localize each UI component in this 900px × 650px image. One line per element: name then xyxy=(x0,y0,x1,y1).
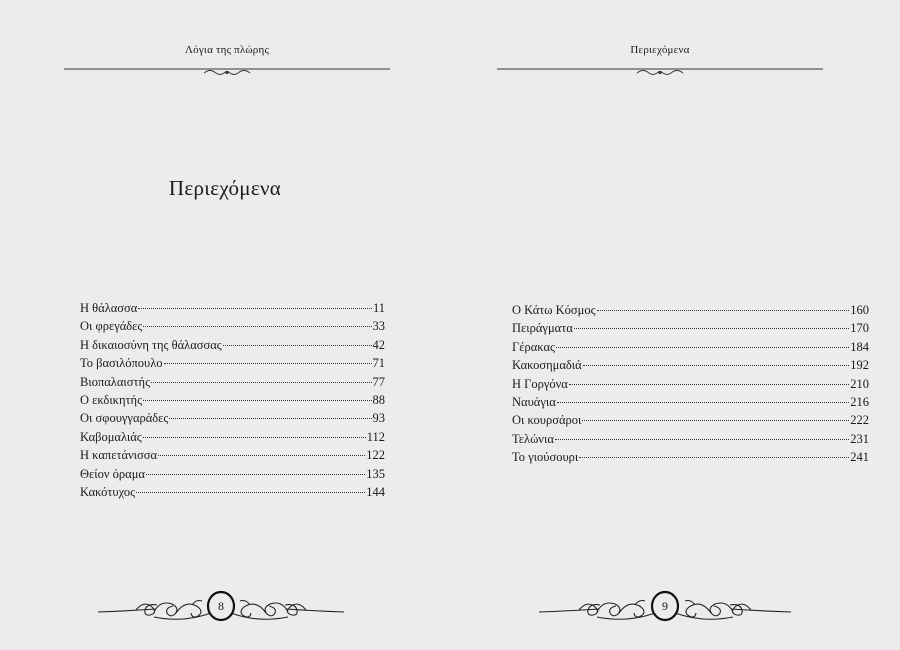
toc-list xyxy=(512,301,869,467)
dot-leader xyxy=(143,326,371,327)
toc-entry-page: 184 xyxy=(850,339,869,354)
toc-entry-title: Ναυάγια xyxy=(512,394,556,409)
toc-entry-page: 112 xyxy=(366,429,385,444)
page-title: Περιεχόμενα xyxy=(168,176,282,200)
toc-entry-title: Η δικαιοσύνη της θάλασσας xyxy=(80,337,222,352)
toc-entry-title: Καβομαλιάς xyxy=(80,429,142,444)
toc-entry[interactable] xyxy=(512,356,869,374)
dot-leader xyxy=(169,418,371,419)
toc-entry-page: 144 xyxy=(366,484,385,499)
running-head: Λόγια της πλώρης xyxy=(184,44,269,56)
dot-leader xyxy=(138,308,372,309)
toc-entry-title: Κακότυχος xyxy=(80,484,136,499)
toc-entry-page: 42 xyxy=(372,337,385,352)
toc-entry[interactable] xyxy=(512,393,869,411)
dot-leader xyxy=(146,474,365,475)
toc-entry[interactable] xyxy=(80,354,385,372)
toc-entry[interactable] xyxy=(512,301,869,319)
dot-leader xyxy=(143,437,366,438)
toc-entry-page: 222 xyxy=(850,413,869,428)
toc-entry[interactable] xyxy=(80,428,385,446)
toc-entry-page: 93 xyxy=(372,411,385,426)
toc-entry-title: Βιοπαλαιστής xyxy=(80,374,151,389)
toc-entry-page: 88 xyxy=(372,392,385,407)
toc-entry[interactable] xyxy=(512,375,869,393)
toc-entry[interactable] xyxy=(512,319,869,337)
toc-entry[interactable] xyxy=(512,338,869,356)
toc-entry-title: Η θάλασσα xyxy=(80,301,138,315)
toc-entry[interactable] xyxy=(512,448,869,466)
toc-entry-title: Τελώνια xyxy=(512,431,554,446)
dot-leader xyxy=(569,384,849,385)
dot-leader xyxy=(583,365,850,366)
toc-entry-page: 33 xyxy=(372,319,385,334)
dot-leader xyxy=(151,382,371,383)
toc-entry-title: Πειράγματα xyxy=(512,321,573,336)
toc-entry-page: 170 xyxy=(850,321,869,336)
toc-entry-title: Ο Κάτω Κόσμος xyxy=(512,303,596,317)
toc-entry-page: 160 xyxy=(850,303,869,317)
dot-leader xyxy=(579,457,849,458)
dot-leader xyxy=(158,455,365,456)
dot-leader xyxy=(223,345,372,346)
page-number: 8 xyxy=(218,599,224,613)
toc-entry-page: 77 xyxy=(372,374,385,389)
toc-entry-page: 241 xyxy=(850,450,869,465)
dot-leader xyxy=(555,439,849,440)
toc-entry[interactable] xyxy=(512,411,869,429)
toc-entry-title: Η Γοργόνα xyxy=(512,376,568,391)
toc-entry-title: Οι φρεγάδες xyxy=(80,319,143,334)
toc-entry-page: 122 xyxy=(366,448,385,463)
toc-entry[interactable] xyxy=(80,409,385,427)
toc-entry[interactable] xyxy=(80,317,385,335)
toc-entry-title: Το βασιλόπουλο xyxy=(80,356,163,371)
running-head: Περιεχόμενα xyxy=(630,44,690,56)
toc-entry-title: Κακοσημαδιά xyxy=(512,358,582,373)
page-number: 9 xyxy=(662,599,668,613)
toc-entry-page: 210 xyxy=(850,376,869,391)
toc-entry-title: Το γιούσουρι xyxy=(512,450,579,465)
toc-entry-title: Ο εκδικητής xyxy=(80,392,143,407)
toc-entry-title: Οι κουρσάροι xyxy=(512,413,582,428)
dot-leader xyxy=(582,420,849,421)
dot-leader xyxy=(143,400,371,401)
dot-leader xyxy=(557,402,850,403)
toc-entry[interactable] xyxy=(80,465,385,483)
toc-entry[interactable] xyxy=(80,391,385,409)
toc-entry-title: Οι σφουγγαράδες xyxy=(80,411,169,426)
toc-entry-title: Θείον όραμα xyxy=(80,466,145,481)
dot-leader xyxy=(164,363,372,364)
toc-entry[interactable] xyxy=(80,483,385,501)
footer-ornament xyxy=(537,585,793,632)
toc-entry-page: 135 xyxy=(366,466,385,481)
footer-ornament xyxy=(96,585,346,632)
toc-entry[interactable] xyxy=(80,373,385,391)
dot-leader xyxy=(556,347,849,348)
toc-entry[interactable] xyxy=(512,430,869,448)
right-page xyxy=(450,0,900,650)
toc-entry[interactable] xyxy=(80,446,385,464)
toc-entry-title: Γέρακας xyxy=(512,339,555,354)
header-ornament-rule xyxy=(64,64,390,78)
toc-list xyxy=(80,299,385,501)
dot-leader xyxy=(136,492,365,493)
toc-entry-page: 216 xyxy=(850,394,869,409)
dot-leader xyxy=(597,310,850,311)
header-ornament-rule xyxy=(497,64,823,78)
toc-entry-page: 11 xyxy=(372,301,385,315)
dot-leader xyxy=(574,328,849,329)
toc-entry-title: Η καπετάνισσα xyxy=(80,448,158,463)
toc-entry-page: 192 xyxy=(850,358,869,373)
toc-entry[interactable] xyxy=(80,299,385,317)
toc-entry-page: 71 xyxy=(372,356,385,371)
toc-entry-page: 231 xyxy=(850,431,869,446)
toc-entry[interactable] xyxy=(80,336,385,354)
